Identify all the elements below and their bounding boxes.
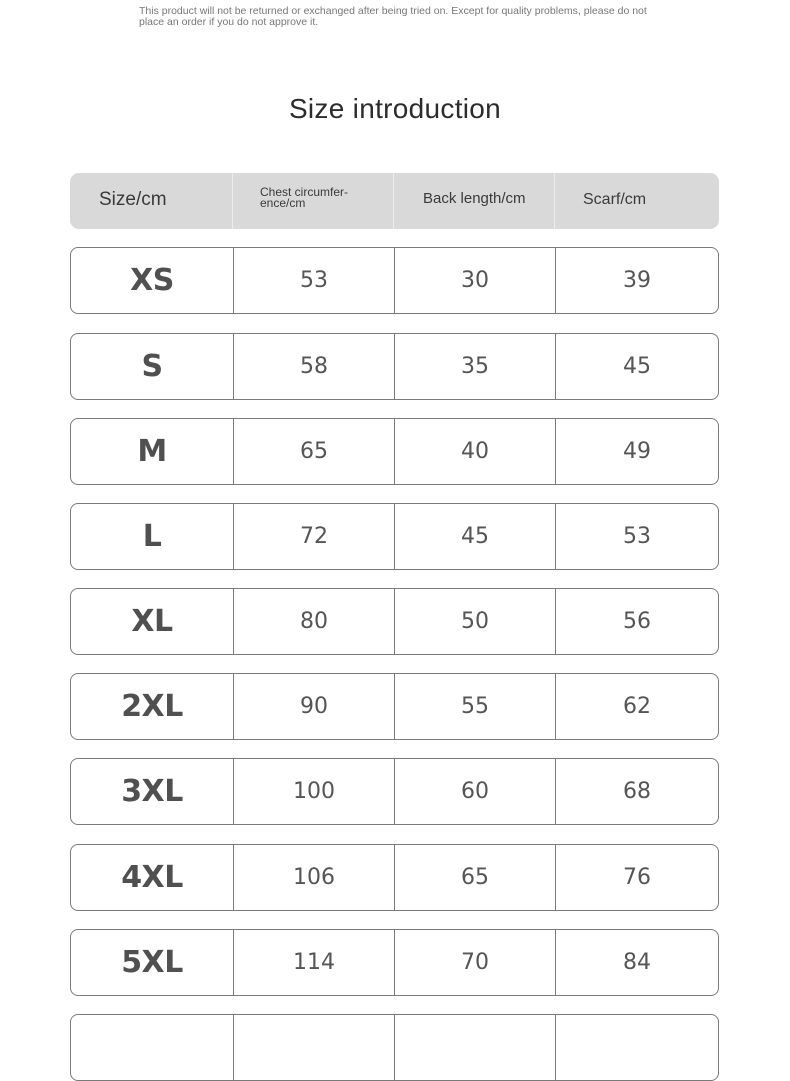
header-chest-label: Chest circumfer-ence/cm	[260, 185, 349, 210]
back-length-cell: 45	[395, 504, 556, 569]
scarf-cell: 56	[623, 609, 651, 634]
scarf-cell: 76	[623, 865, 651, 890]
chest-cell: 53	[234, 248, 395, 313]
chest-cell: 80	[234, 589, 395, 654]
return-policy-notice: This product will not be returned or exchanged after being tried on. Except for quality problems, please do not place an order if you do not approve it.	[139, 5, 647, 28]
table-row	[70, 247, 719, 314]
back-length-cell: 65	[395, 845, 556, 910]
size-cell: M	[71, 419, 234, 484]
back-length-cell: 60	[395, 759, 556, 824]
table-row	[70, 333, 719, 400]
scarf-cell: 49	[623, 439, 651, 464]
size-cell: S	[71, 334, 234, 399]
size-cell	[71, 1015, 234, 1080]
scarf-cell: 53	[623, 524, 651, 549]
size-cell: 3XL	[71, 759, 234, 824]
size-cell: 5XL	[71, 930, 234, 995]
back-length-cell: 40	[395, 419, 556, 484]
header-scarf	[555, 173, 719, 229]
size-cell: XL	[71, 589, 234, 654]
chest-cell: 72	[234, 504, 395, 569]
scarf-cell: 45	[623, 354, 651, 379]
table-row	[70, 673, 719, 740]
table-row	[70, 844, 719, 911]
header-back-length-label: Back length/cm	[423, 190, 526, 207]
chest-cell: 58	[234, 334, 395, 399]
chest-cell: 114	[234, 930, 395, 995]
header-back-length	[394, 173, 555, 229]
size-cell: L	[71, 504, 234, 569]
header-scarf-label: Scarf/cm	[583, 191, 647, 208]
size-cell: 4XL	[71, 845, 234, 910]
size-cell: XS	[71, 248, 234, 313]
table-row-partial	[70, 1014, 719, 1081]
back-length-cell: 55	[395, 674, 556, 739]
scarf-cell: 62	[623, 694, 651, 719]
table-row	[70, 929, 719, 996]
chest-cell: 65	[234, 419, 395, 484]
table-row	[70, 588, 719, 655]
chest-cell: 90	[234, 674, 395, 739]
back-length-cell: 30	[395, 248, 556, 313]
chest-cell	[234, 1015, 395, 1080]
header-chest	[233, 173, 394, 229]
chest-cell: 106	[234, 845, 395, 910]
back-length-cell: 70	[395, 930, 556, 995]
header-size	[70, 173, 233, 229]
header-size-label: Size/cm	[99, 189, 167, 210]
scarf-cell: 84	[623, 950, 651, 975]
table-row	[70, 503, 719, 570]
table-row	[70, 418, 719, 485]
scarf-cell	[556, 1015, 718, 1080]
scarf-cell: 39	[623, 268, 651, 293]
chest-cell: 100	[234, 759, 395, 824]
page-title: Size introduction	[288, 93, 502, 124]
size-table-header	[70, 173, 719, 229]
table-row	[70, 758, 719, 825]
back-length-cell: 50	[395, 589, 556, 654]
back-length-cell	[395, 1015, 556, 1080]
size-cell: 2XL	[71, 674, 234, 739]
scarf-cell: 68	[623, 779, 651, 804]
back-length-cell: 35	[395, 334, 556, 399]
